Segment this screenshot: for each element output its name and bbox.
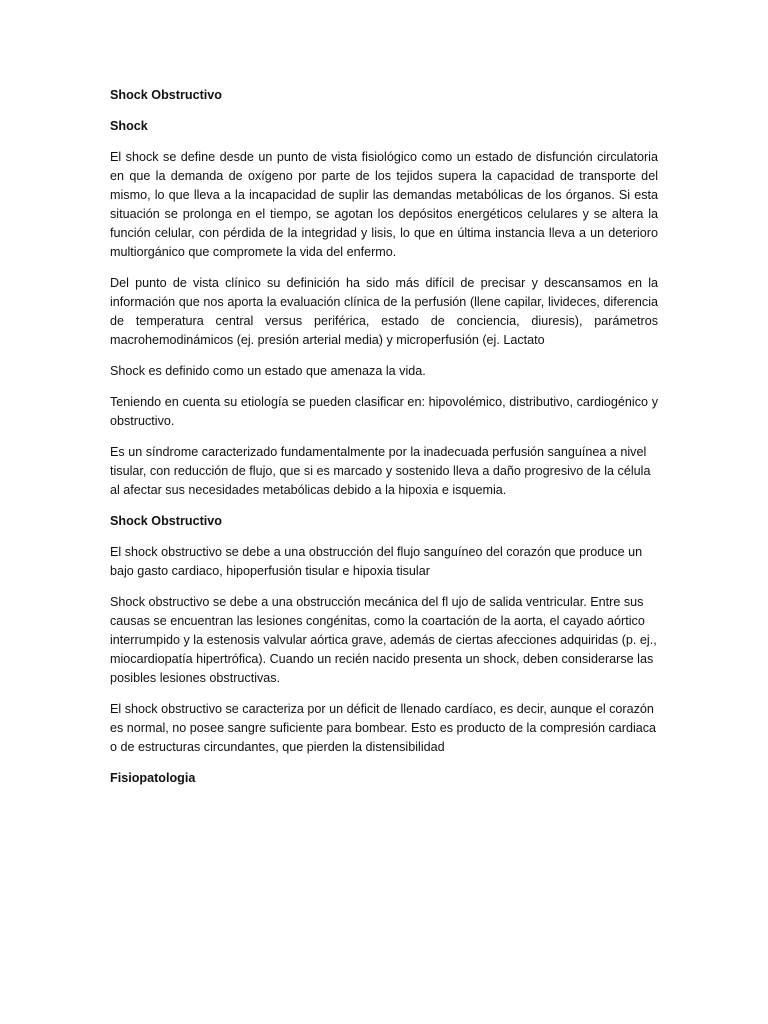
paragraph-definition-clinical: Del punto de vista clínico su definición ha sido más difícil de precisar y descansamos en la información que nos aporta la evaluación clínica de la perfusión (llene capilar, livideces, diferencia de temperatura central versus periférica, estado de conciencia, diuresis), parámetros macrohemodinámicos (ej. presión arterial media) y microperfusión (ej. Lactato — [110, 276, 658, 347]
paragraph-definition-physiological: El shock se define desde un punto de vista fisiológico como un estado de disfunción circulatoria en que la demanda de oxígeno por parte de los tejidos supera la capacidad de transporte del mismo, lo que lleva a la incapacidad de suplir las demandas metabólicas de los órganos. Si esta situación se prolonga en el tiempo, se agotan los depósitos energéticos celulares y se altera la función celular, con pérdida de la integridad y lisis, lo que en última instancia lleva a un deterioro multiorgánico que compromete la vida del enfermo. — [110, 150, 658, 259]
section-heading-shock: Shock — [110, 119, 148, 133]
paragraph-obstructive-filling: El shock obstructivo se caracteriza por un déficit de llenado cardíaco, es decir, aunque el corazón es normal, no posee sangre suficiente para bombear. Esto es producto de la compresión cardiaca o de estructuras circundantes, que pierden la distensibilidad — [110, 702, 657, 754]
paragraph-syndrome: Es un síndrome caracterizado fundamentalmente por la inadecuada perfusión sanguínea a nivel tisular, con reducción de flujo, que si es marcado y sostenido lleva a daño progresivo de la célula al afectar sus necesidades metabólicas debido a la hipoxia e isquemia. — [110, 445, 651, 497]
paragraph-classification: Teniendo en cuenta su etiología se pueden clasificar en: hipovolémico, distributivo, cardiogénico y obstructivo. — [110, 395, 658, 428]
section-heading-pathophysiology: Fisiopatologia — [110, 771, 196, 785]
paragraph-obstructive-flow: El shock obstructivo se debe a una obstrucción del flujo sanguíneo del corazón que produce un bajo gasto cardiaco, hipoperfusión tisular e hipoxia tisular — [110, 545, 643, 578]
paragraph-life-threatening: Shock es definido como un estado que amenaza la vida. — [110, 364, 426, 378]
section-heading-obstructive: Shock Obstructivo — [110, 514, 222, 528]
document-title: Shock Obstructivo — [110, 88, 222, 102]
document-body — [110, 86, 658, 800]
paragraph-obstructive-causes: Shock obstructivo se debe a una obstrucción mecánica del fl ujo de salida ventricular. Entre sus causas se encuentran las lesiones congénitas, como la coartación de la aorta, el cayado aórtico interrumpido y la estenosis valvular aórtica grave, además de ciertas afecciones adquiridas (p. ej., miocardiopatía hipertrófica). Cuando un recién nacido presenta un shock, deben considerarse las posibles lesiones obstructivas. — [110, 595, 657, 685]
